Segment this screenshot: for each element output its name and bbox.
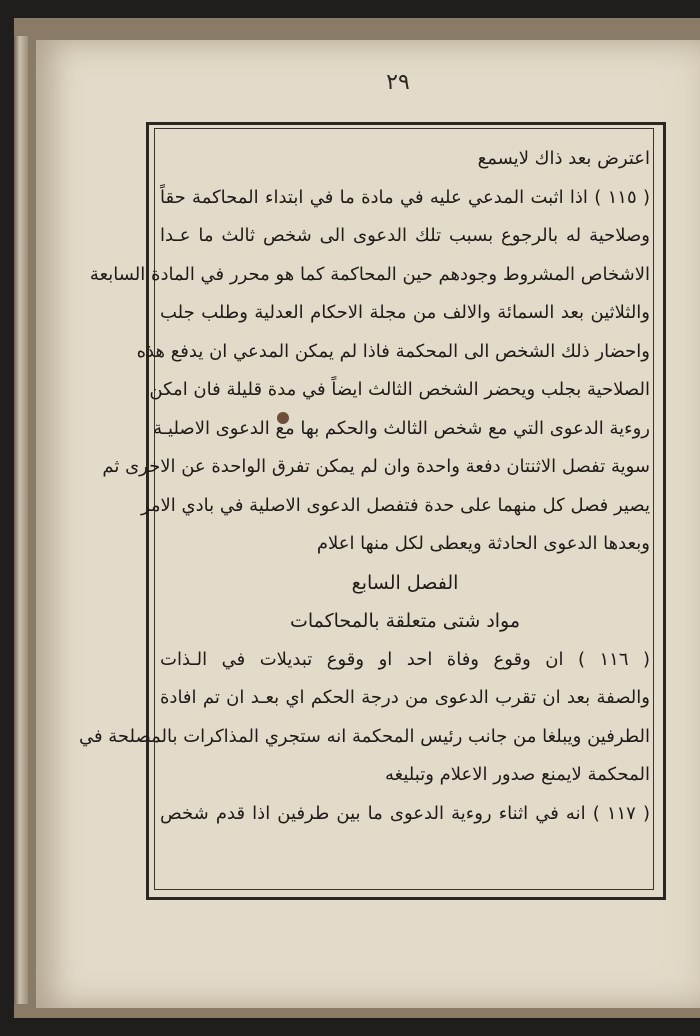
text-line: وصلاحية له بالرجوع بسبب تلك الدعوى الى شخص ثالث ما عـدا [160,225,650,246]
text-line: الصلاحية بجلب ويحضر الشخص الثالث ايضاً في مدة قليلة فان امكن [149,379,650,400]
text-line: والصفة بعد ان تقرب الدعوى من درجة الحكم اي بعـد ان تم افادة [160,687,650,708]
text-line: وبعدها الدعوى الحادثة ويعطى لكل منها اعلام [316,533,650,554]
text-line: سوية تفصل الاثنتان دفعة واحدة وان لم يمكن تفرق الواحدة عن الاخرى ثم [102,456,650,477]
text-line: ( ١١٦ ) ان وقوع وفاة احد او وقوع تبديلات في الـذات [160,648,650,670]
text-line: اعترض بعد ذاك لايسمع [477,148,650,169]
text-line: والثلاثين بعد السمائة والالف من مجلة الاحكام العدلية وطلب جلب [160,302,650,323]
text-line: المحكمة لايمنع صدور الاعلام وتبليغه [385,764,650,785]
section-subheading: مواد شتى متعلقة بالمحاكمات [289,610,521,632]
body-text [78,140,650,833]
page-number: ٢٩ [386,70,410,95]
section-heading: الفصل السابع [351,571,459,594]
text-line: الطرفين ويبلغا من جانب رئيس المحكمة انه ستجري المذاكرات بالمصلحة في [78,725,650,747]
text-line: واحضار ذلك الشخص الى المحكمة فاذا لم يمكن المدعي ان يدفع هذه [136,340,650,362]
text-line: ( ١١٧ ) انه في اثناء روءية الدعوى ما بين طرفين اذا قدم شخص [160,802,650,824]
text-line: روءية الدعوى التي مع شخص الثالث والحكم بها مع الدعوى الاصليـة [153,417,650,439]
text-line: الاشخاص المشروط وجودهم حين المحاكمة كما هو محرر في المادة السابعة [89,263,650,285]
text-line: ( ١١٥ ) اذا اثبت المدعي عليه في مادة ما في ابتداء المحاكمة حقاً [160,186,650,208]
text-line: يصير فصل كل منهما على حدة فتفصل الدعوى الاصلية في بادي الامر [140,494,650,516]
